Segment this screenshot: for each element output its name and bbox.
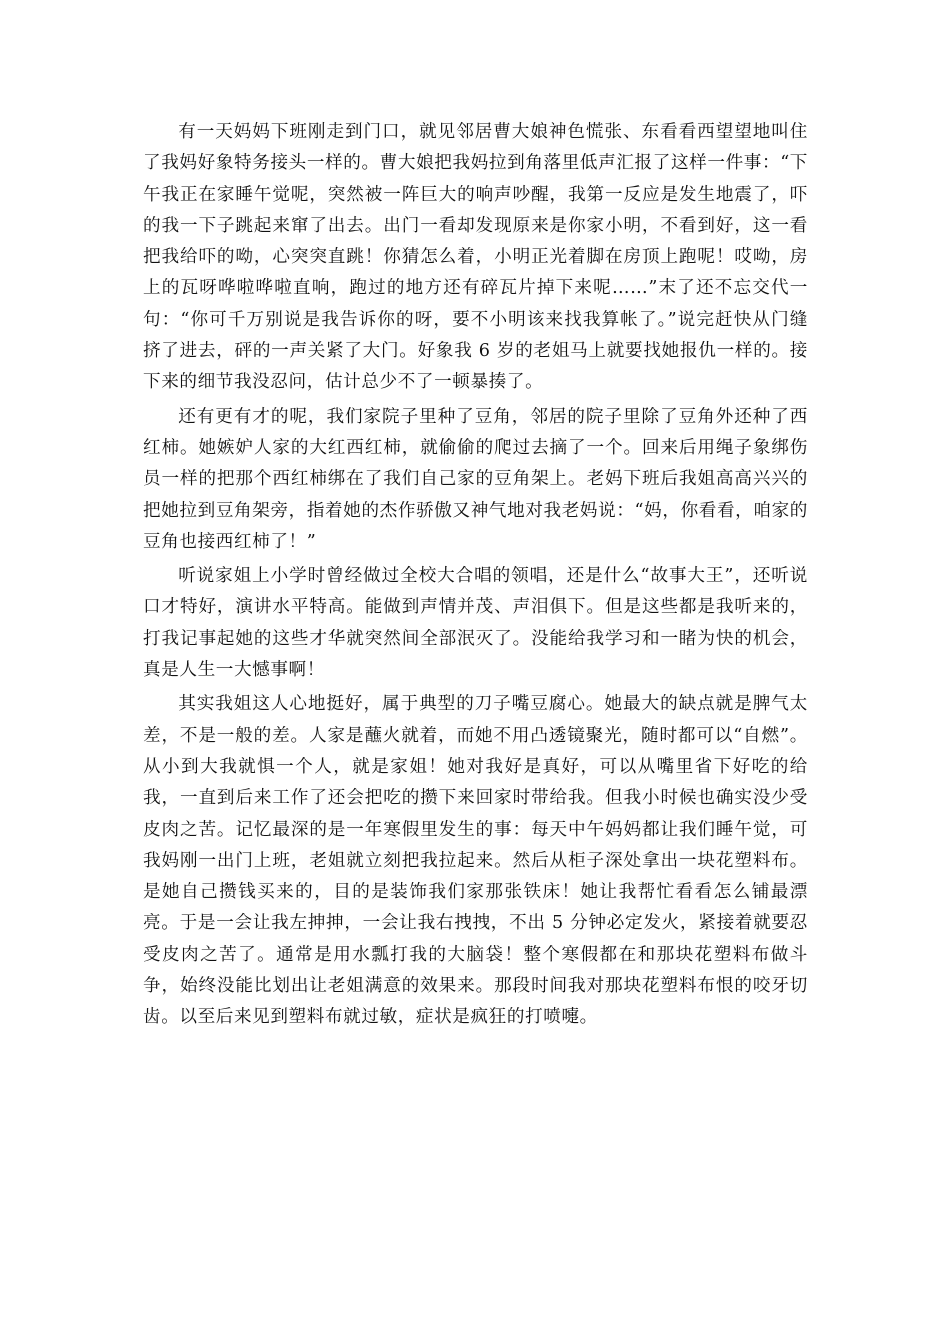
paragraph-4: 其实我姐这人心地挺好，属于典型的刀子嘴豆腐心。她最大的缺点就是脾气太差，不是一般的差。人家是蘸火就着，而她不用凸透镜聚光，随时都可以“自燃”。从小到大我就惧一个人，就是家姐！她对我好是真好，可以从嘴里省下好吃的给我，一直到后来工作了还会把吃的攒下来回家时带给我。但我小时候也确实没少受皮肉之苦。记忆最深的是一年寒假里发生的事：每天中午妈妈都让我们睡午觉，可我妈刚一出门上班，老姐就立刻把我拉起来。然后从柜子深处拿出一块花塑料布。是她自己攒钱买来的，目的是装饰我们家那张铁床！她让我帮忙看看怎么铺最漂亮。于是一会让我左抻抻，一会让我右拽拽，不出 5 分钟必定发火，紧接着就要忍受皮肉之苦了。通常是用水瓢打我的大脑袋！整个寒假都在和那块花塑料布做斗争，始终没能比划出让老姐满意的效果来。那段时间我对那块花塑料布恨的咬牙切齿。以至后来见到塑料布就过敏，症状是疯狂的打喷嚏。 xyxy=(143,694,808,1028)
paragraph-3: 听说家姐上小学时曾经做过全校大合唱的领唱，还是什么“故事大王”，还听说口才特好，演讲水平特高。能做到声情并茂、声泪俱下。但是这些都是我听来的，打我记事起她的这些才华就突然间全部泯灭了。没能给我学习和一睹为快的机会，真是人生一大憾事啊！ xyxy=(143,566,808,681)
paragraph-1: 有一天妈妈下班刚走到门口，就见邻居曹大娘神色慌张、东看看西望望地叫住了我妈好象特务接头一样的。曹大娘把我妈拉到角落里低声汇报了这样一件事：“下午我正在家睡午觉呢，突然被一阵巨大的响声吵醒，我第一反应是发生地震了，吓的我一下子跳起来窜了出去。出门一看却发现原来是你家小明，不看到好，这一看把我给吓的呦，心突突直跳！你猜怎么着，小明正光着脚在房顶上跑呢！哎呦，房上的瓦呀哗啦哗啦直响，跑过的地方还有碎瓦片掉下来呢……”末了还不忘交代一句：“你可千万别说是我告诉你的呀，要不小明该来找我算帐了。”说完赶快从门缝挤了进去，砰的一声关紧了大门。好象我 6 岁的老姐马上就要找她报仇一样的。接下来的细节我没忍问，估计总少不了一顿暴揍了。 xyxy=(143,122,808,393)
document-body xyxy=(143,117,808,1034)
paragraph-2: 还有更有才的呢，我们家院子里种了豆角，邻居的院子里除了豆角外还种了西红柿。她嫉妒人家的大红西红柿，就偷偷的爬过去摘了一个。回来后用绳子象绑伤员一样的把那个西红柿绑在了我们自己家的豆角架上。老妈下班后我姐高高兴兴的把她拉到豆角架旁，指着她的杰作骄傲又神气地对我老妈说：“妈，你看看，咱家的豆角也接西红柿了！” xyxy=(143,406,808,552)
